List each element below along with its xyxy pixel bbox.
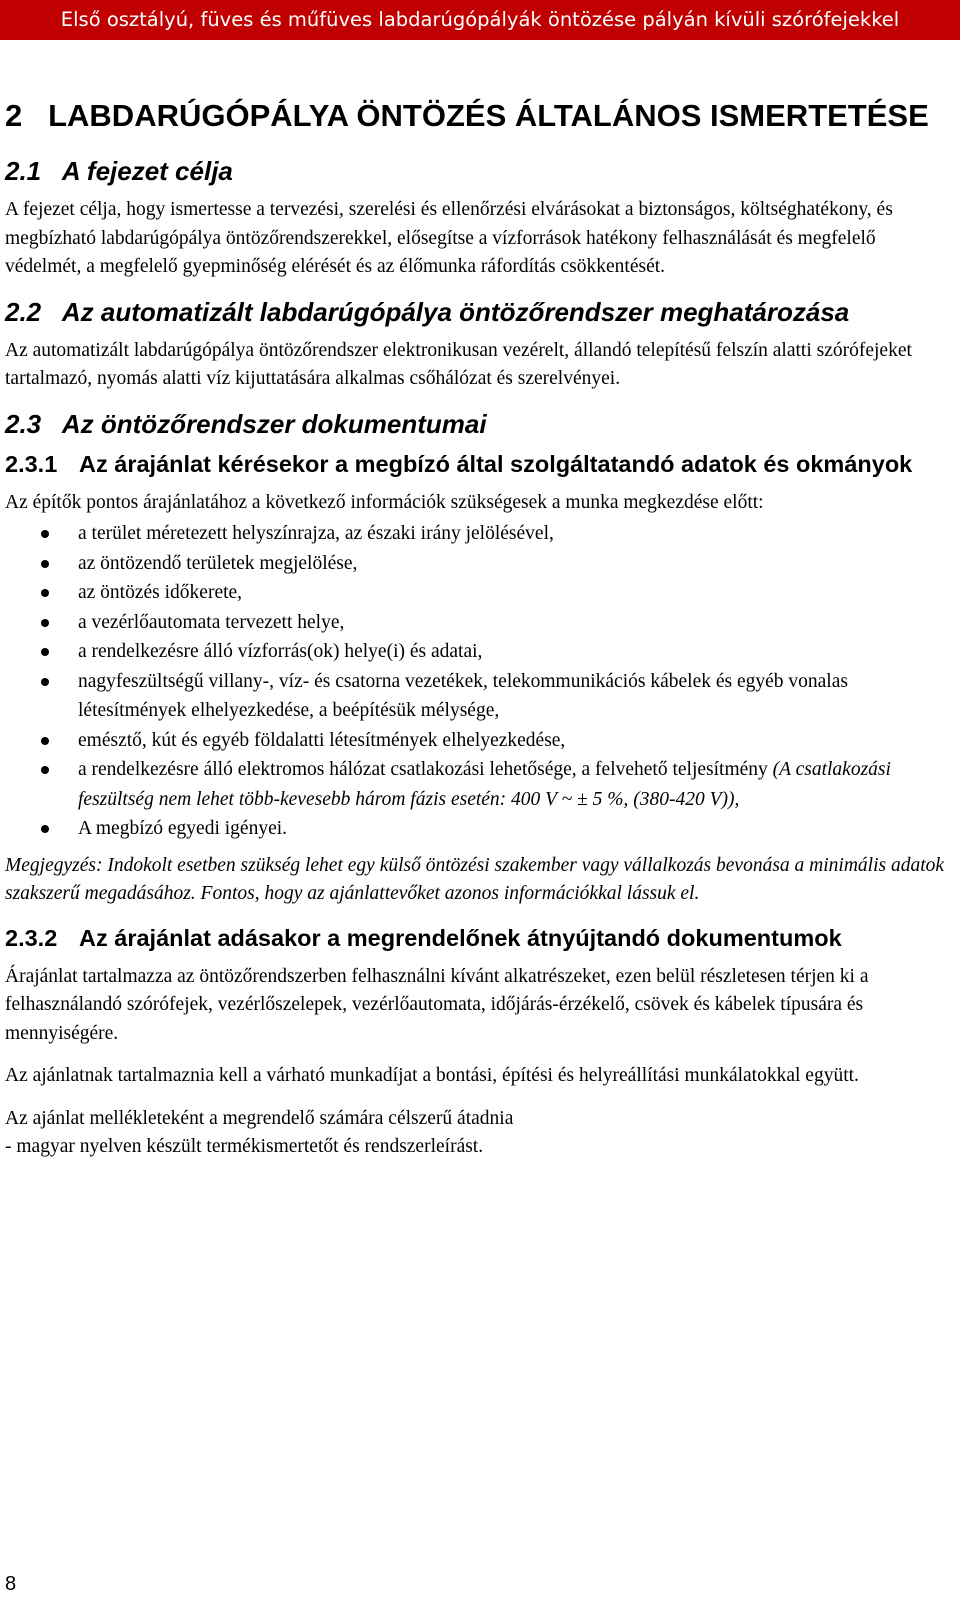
list-item: emésztő, kút és egyéb földalatti létesítmények elhelyezkedése, xyxy=(5,726,950,756)
list-item: a vezérlőautomata tervezett helye, xyxy=(5,608,950,638)
bullet-icon xyxy=(41,678,49,686)
subsection-2-3-2-paragraph-2: Az ajánlatnak tartalmaznia kell a várható munkadíjat a bontási, építési és helyreállítási munkálatokkal együtt. xyxy=(5,1065,859,1086)
section-2-1-paragraph: A fejezet célja, hogy ismertesse a tervezési, szerelési és ellenőrzési elvárásokat a biztonságos, költséghatékony, és megbízható labdarúgópálya öntözőrendszerekkel, elősegítse a vízforrások hatékony felhasználását és megfelelő védelmét, a megfelelő gyepminőség elérését és az élőmunka ráfordítás csökkentését. xyxy=(5,199,893,277)
requirements-list xyxy=(5,519,950,844)
subsection-title: Az árajánlat kérésekor a megbízó által szolgáltatandó adatok és okmányok xyxy=(79,450,913,477)
section-title: Az öntözőrendszer dokumentumai xyxy=(61,408,487,439)
subsection-number: 2.3.1 xyxy=(5,450,58,477)
list-item: a rendelkezésre álló elektromos hálózat csatlakozási lehetősége, a felvehető teljesítmény (A csatlakozási feszültség nem lehet több-kevesebb három fázis esetén: 400 V ~ ± 5 %, (380-420 V)), xyxy=(5,755,950,814)
section-number: 2.3 xyxy=(5,408,42,439)
list-item: a terület méretezett helyszínrajza, az északi irány jelölésével, xyxy=(5,519,950,549)
chapter-heading xyxy=(5,96,950,135)
section-heading-2-2 xyxy=(5,296,950,328)
subsection-2-3-1-intro: Az építők pontos árajánlatához a következő információk szükségesek a munka megkezdése előtt: xyxy=(5,491,764,513)
bullet-icon xyxy=(41,530,49,538)
subsection-number: 2.3.2 xyxy=(5,924,58,951)
list-item: a rendelkezésre álló vízforrás(ok) helye(i) és adatai, xyxy=(5,637,950,667)
subsection-title: Az árajánlat adásakor a megrendelőnek átnyújtandó dokumentumok xyxy=(79,924,842,951)
section-heading-2-3 xyxy=(5,408,950,440)
bullet-icon xyxy=(41,619,49,627)
section-2-2-paragraph: Az automatizált labdarúgópálya öntözőrendszer elektronikusan vezérelt, állandó telepítésű felszín alatti szórófejeket tartalmazó, nyomás alatti víz kijuttatására alkalmas csőhálózat és szerelvényei. xyxy=(5,339,912,389)
chapter-number: 2 xyxy=(5,98,23,133)
section-heading-2-1 xyxy=(5,155,950,187)
section-title: Az automatizált labdarúgópálya öntözőrendszer meghatározása xyxy=(61,296,850,327)
voltage-note: (A csatlakozási feszültség nem lehet több-kevesebb három fázis esetén: 400 V ~ ± 5 %, (380-420 V)), xyxy=(78,759,891,810)
subsection-heading-2-3-2 xyxy=(5,923,950,954)
list-item: az öntözendő területek megjelölése, xyxy=(5,549,950,579)
subsection-2-3-2-paragraph-3 xyxy=(5,1105,950,1162)
list-item: az öntözés időkerete, xyxy=(5,578,950,608)
section-title: A fejezet célja xyxy=(61,156,233,186)
running-header xyxy=(0,0,960,40)
chapter-title: LABDARÚGÓPÁLYA ÖNTÖZÉS ÁLTALÁNOS ISMERTETÉSE xyxy=(48,98,929,133)
attachment-item: - magyar nyelven készült termékismertetőt és rendszerleírást. xyxy=(5,1136,484,1157)
header-title: Első osztályú, füves és műfüves labdarúgópályák öntözése pályán kívüli szórófejekkel xyxy=(60,8,900,31)
page-number: 8 xyxy=(5,1573,17,1595)
bullet-icon xyxy=(41,560,49,568)
section-number: 2.1 xyxy=(5,156,42,186)
bullet-icon xyxy=(41,766,49,774)
bullet-icon xyxy=(41,737,49,745)
subsection-heading-2-3-1 xyxy=(5,449,950,480)
bullet-icon xyxy=(41,648,49,656)
list-item: A megbízó egyedi igényei. xyxy=(5,814,950,844)
page-content xyxy=(5,96,950,1176)
list-item: nagyfeszültségű villany-, víz- és csatorna vezetékek, telekommunikációs kábelek és egyéb vonalas létesítmények elhelyezkedése, a beépítésük mélysége, xyxy=(5,667,950,726)
attachment-line: Az ajánlat mellékleteként a megrendelő számára célszerű átadnia xyxy=(5,1107,514,1129)
note-paragraph: Megjegyzés: Indokolt esetben szükség lehet egy külső öntözési szakember vagy vállalkozás bevonása a minimális adatok szakszerű megadásához. Fontos, hogy az ajánlattevőket azonos információkkal lássuk el. xyxy=(5,854,945,904)
bullet-icon xyxy=(41,825,49,833)
bullet-icon xyxy=(41,589,49,597)
section-number: 2.2 xyxy=(5,296,42,327)
subsection-2-3-2-paragraph-1: Árajánlat tartalmazza az öntözőrendszerben felhasználni kívánt alkatrészeket, ezen belül részletesen térjen ki a felhasználandó szórófejek, vezérlőszelepek, vezérlőautomata, időjárás-érzékelő, csövek és kábelek típusára és mennyiségére. xyxy=(5,965,869,1044)
